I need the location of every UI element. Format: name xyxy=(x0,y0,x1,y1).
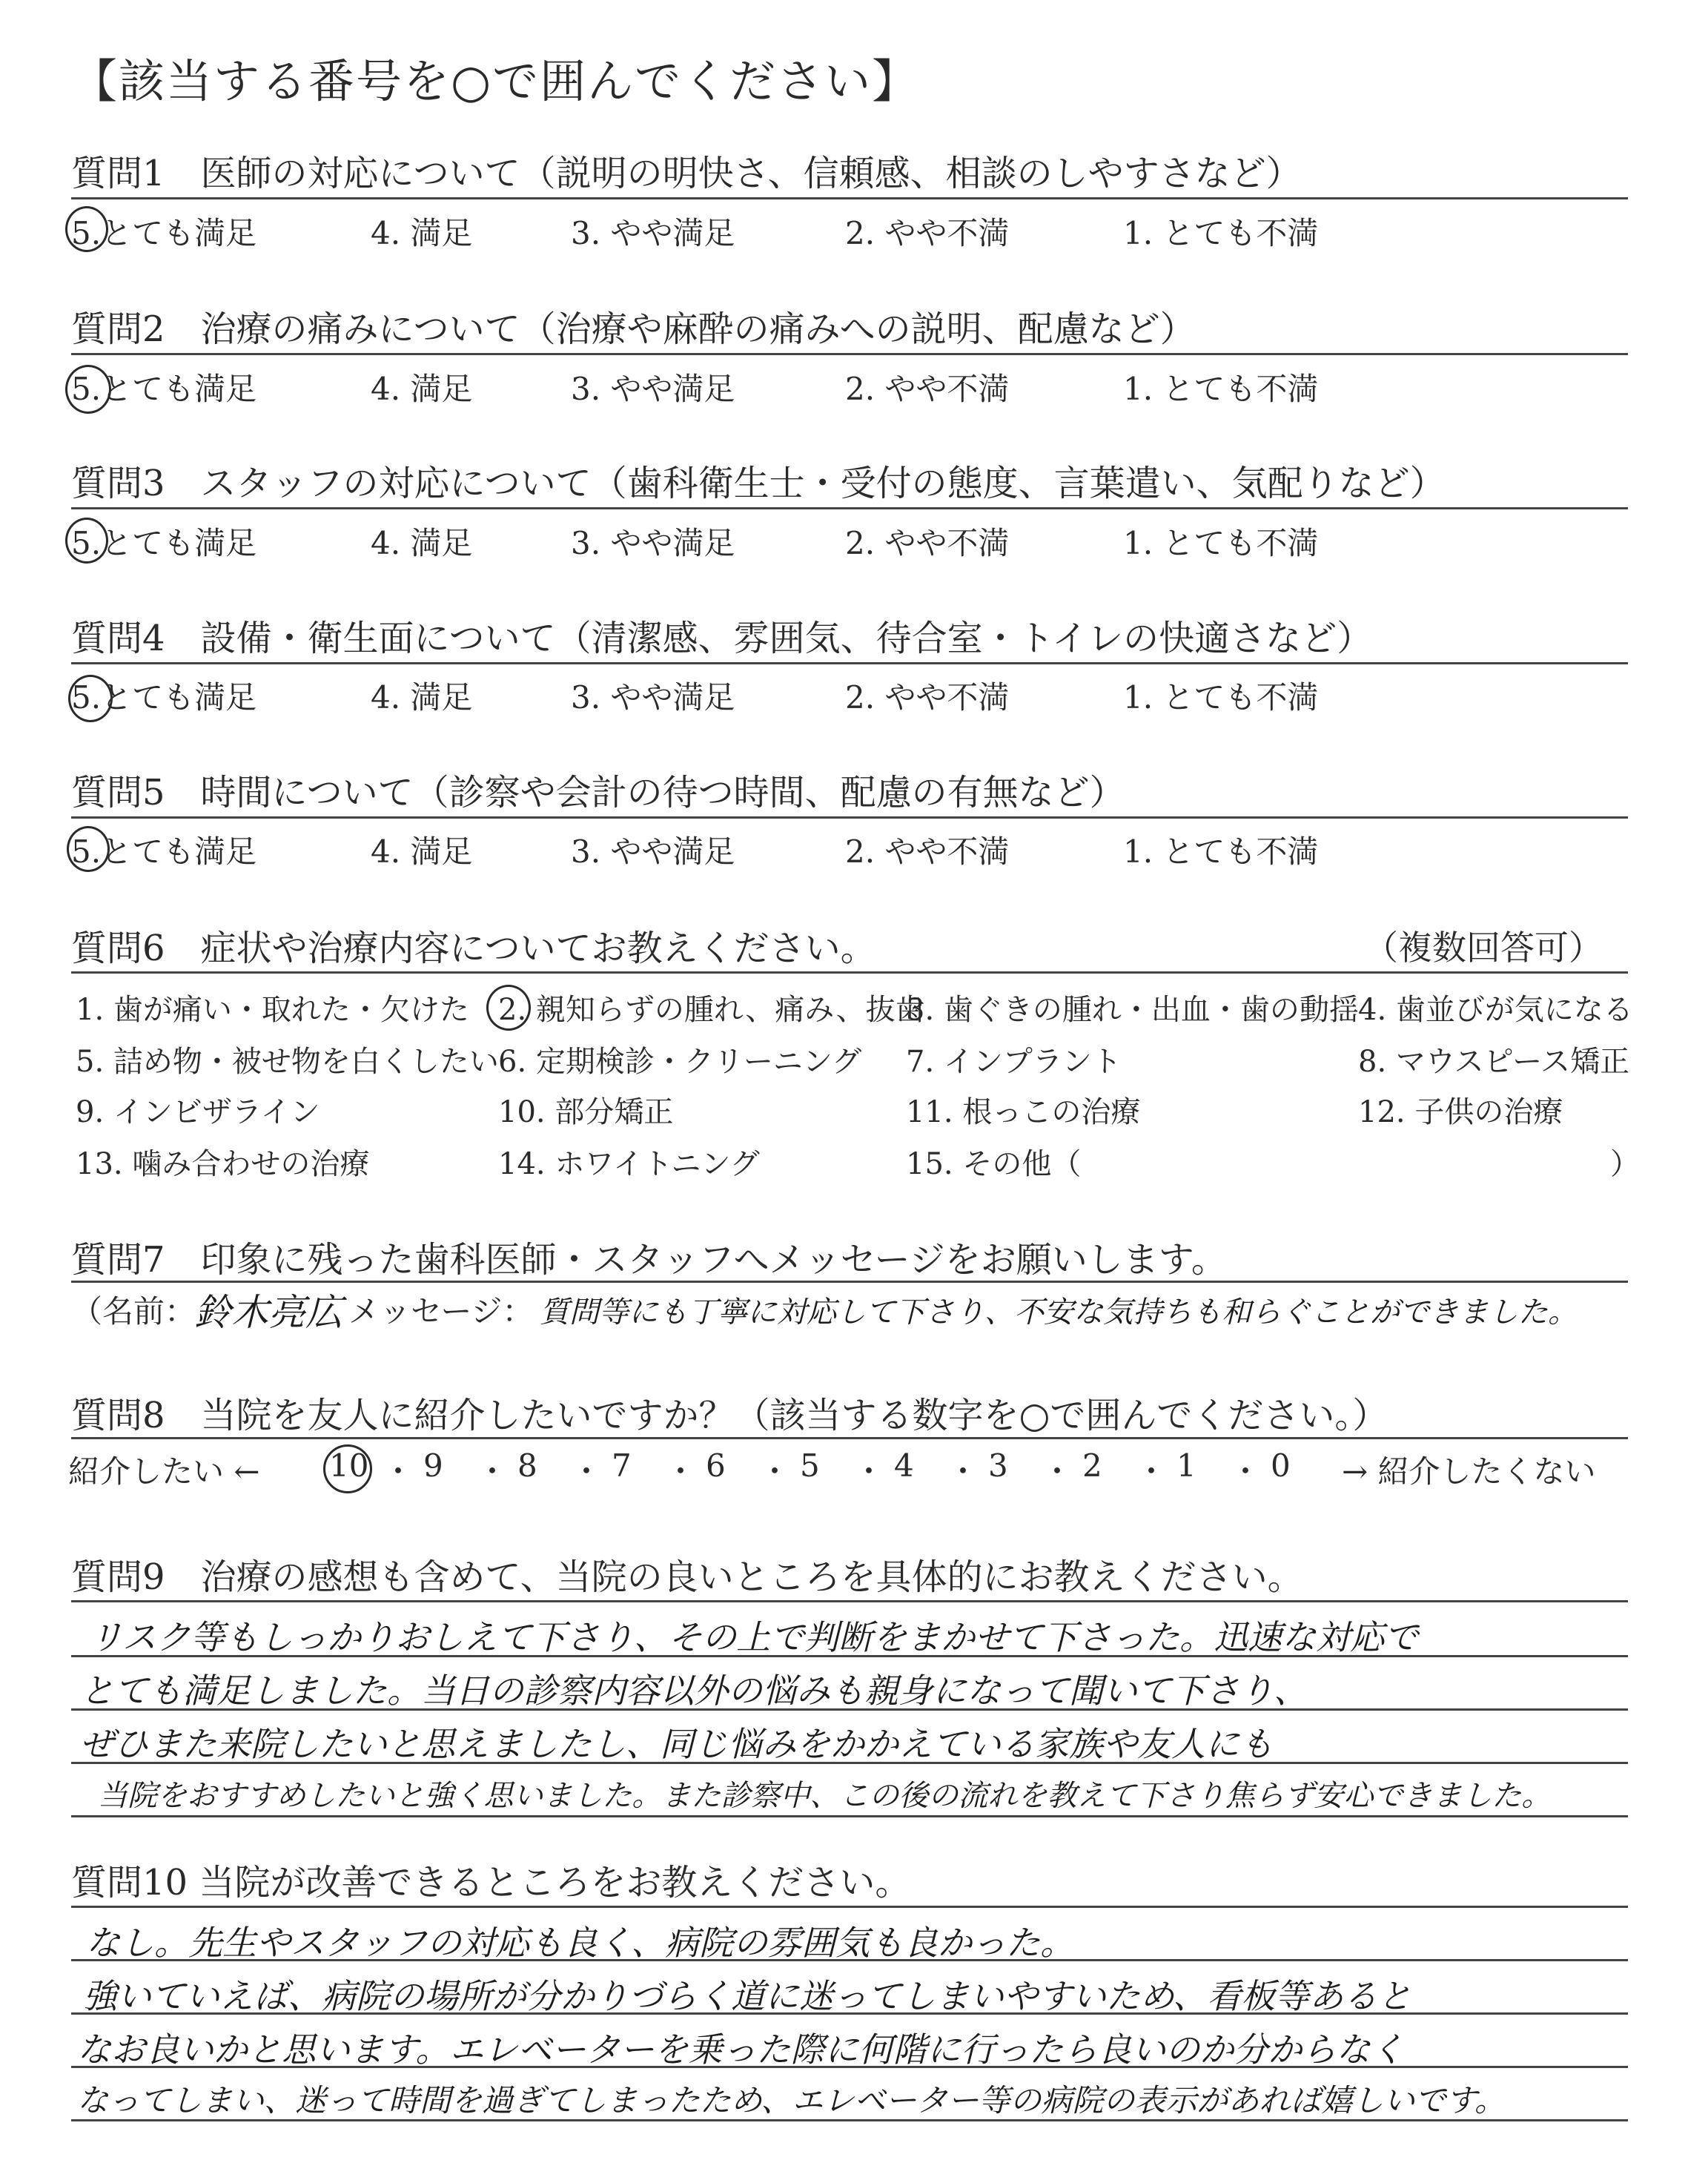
divider xyxy=(71,1906,1628,1908)
scale-option-4[interactable]: 4 xyxy=(894,1447,914,1484)
divider xyxy=(71,971,1628,974)
question-3-heading: 質問3 スタッフの対応について（歯科衛生士・受付の態度、言葉遣い、気配りなど） xyxy=(71,463,1446,504)
scale-option-0[interactable]: 0 xyxy=(1271,1447,1291,1484)
answer-line-text[interactable]: 当院をおすすめしたいと強く思いました。また診察中、この後の流れを教えて下さり焦らず安心できました。 xyxy=(98,1779,1552,1813)
question-7-heading: 質問7 印象に残った歯科医師・スタッフへメッセージをお願いします。 xyxy=(71,1239,1227,1281)
question-5-heading: 質問5 時間について（診察や会計の待つ時間、配慮の有無など） xyxy=(71,772,1125,813)
scale-separator: ・ xyxy=(947,1453,979,1490)
option-1[interactable]: 1. とても不満 xyxy=(1123,833,1319,870)
selection-circle xyxy=(65,206,108,252)
option-2[interactable]: 2. やや不満 xyxy=(845,833,1010,870)
scale-option-7[interactable]: 7 xyxy=(612,1447,632,1484)
selection-circle xyxy=(323,1444,372,1493)
question-10-heading: 質問10 当院が改善できるところをお教えください。 xyxy=(71,1862,911,1903)
symptom-option[interactable]: 10. 部分矯正 xyxy=(498,1095,674,1129)
divider xyxy=(71,1600,1628,1602)
message-value[interactable]: 質問等にも丁寧に対応して下さり、不安な気持ちも和らぐことができました。 xyxy=(540,1295,1578,1330)
symptom-option[interactable]: 15. その他（ xyxy=(906,1147,1082,1181)
symptom-option[interactable]: 2. 親知らずの腫れ、痛み、抜歯 xyxy=(498,993,925,1027)
symptom-option[interactable]: 11. 根っこの治療 xyxy=(906,1095,1141,1129)
option-3[interactable]: 3. やや満足 xyxy=(571,679,735,716)
option-4[interactable]: 4. 満足 xyxy=(371,833,473,870)
message-label: メッセージ： xyxy=(348,1293,534,1330)
scale-option-9[interactable]: 9 xyxy=(423,1447,443,1484)
scale-option-3[interactable]: 3 xyxy=(988,1447,1008,1484)
scale-option-5[interactable]: 5 xyxy=(800,1447,820,1484)
symptom-other-close: ） xyxy=(1610,1147,1640,1181)
selection-circle xyxy=(486,985,531,1031)
scale-separator: ・ xyxy=(665,1453,697,1490)
symptom-option[interactable]: 9. インビザライン xyxy=(76,1095,320,1129)
divider xyxy=(71,197,1628,199)
option-4[interactable]: 4. 満足 xyxy=(371,679,473,716)
selection-circle xyxy=(67,826,110,872)
scale-separator: ・ xyxy=(1136,1453,1168,1490)
option-5[interactable]: 5.とても満足 xyxy=(71,679,257,716)
selection-circle xyxy=(65,518,108,564)
staff-name-value[interactable]: 鈴木亮広 xyxy=(194,1291,342,1334)
option-3[interactable]: 3. やや満足 xyxy=(571,833,735,870)
scale-separator: ・ xyxy=(383,1453,414,1490)
scale-separator: ・ xyxy=(477,1453,509,1490)
selection-circle xyxy=(65,365,111,414)
option-4[interactable]: 4. 満足 xyxy=(371,215,473,251)
option-2[interactable]: 2. やや不満 xyxy=(845,525,1010,561)
answer-line-text[interactable]: なってしまい、迷って時間を過ぎてしまったため、エレベーター等の病院の表示があれば嬉しいです。 xyxy=(77,2082,1506,2118)
question-8-heading: 質問8 当院を友人に紹介したいですか？（該当する数字を○で囲んでください。） xyxy=(71,1395,1388,1436)
divider xyxy=(71,507,1628,509)
scale-option-2[interactable]: 2 xyxy=(1082,1447,1102,1484)
question-4-heading: 質問4 設備・衛生面について（清潔感、雰囲気、待合室・トイレの快適さなど） xyxy=(71,618,1373,659)
answer-line-text[interactable]: ぜひまた来院したいと思えましたし、同じ悩みをかかえている家族や友人にも xyxy=(80,1724,1274,1764)
symptom-option[interactable]: 8. マウスピース矯正 xyxy=(1358,1045,1630,1079)
symptom-option[interactable]: 7. インプラント xyxy=(906,1045,1122,1079)
symptom-option[interactable]: 12. 子供の治療 xyxy=(1358,1095,1563,1129)
name-label: （名前： xyxy=(71,1293,196,1330)
option-2[interactable]: 2. やや不満 xyxy=(845,215,1010,251)
option-1[interactable]: 1. とても不満 xyxy=(1123,679,1319,716)
scale-separator: ・ xyxy=(759,1453,791,1490)
divider xyxy=(71,662,1628,664)
scale-option-8[interactable]: 8 xyxy=(517,1447,537,1484)
symptom-option[interactable]: 14. ホワイトニング xyxy=(498,1147,760,1181)
option-3[interactable]: 3. やや満足 xyxy=(571,215,735,251)
scale-option-6[interactable]: 6 xyxy=(706,1447,726,1484)
option-3[interactable]: 3. やや満足 xyxy=(571,525,735,561)
answer-line xyxy=(71,1815,1628,1817)
multiple-answers-note: （複数回答可） xyxy=(1364,928,1603,968)
scale-option-10[interactable]: 10 xyxy=(329,1447,369,1484)
scale-right-label: → 紹介したくない xyxy=(1342,1453,1596,1490)
form-title: 【該当する番号を○で囲んでください】 xyxy=(71,54,920,108)
symptom-option[interactable]: 6. 定期検診・クリーニング xyxy=(498,1045,862,1079)
option-1[interactable]: 1. とても不満 xyxy=(1123,525,1319,561)
option-5[interactable]: 5.とても満足 xyxy=(71,833,257,870)
option-2[interactable]: 2. やや不満 xyxy=(845,371,1010,407)
divider xyxy=(71,1437,1628,1439)
divider xyxy=(71,816,1628,819)
question-9-heading: 質問9 治療の感想も含めて、当院の良いところを具体的にお教えください。 xyxy=(71,1556,1303,1598)
option-2[interactable]: 2. やや不満 xyxy=(845,679,1010,716)
scale-separator: ・ xyxy=(853,1453,885,1490)
answer-line-text[interactable]: 強いていえば、病院の場所が分かりづらく道に迷ってしまいやすいため、看板等あると xyxy=(83,1976,1412,2016)
symptom-option[interactable]: 3. 歯ぐきの腫れ・出血・歯の動揺 xyxy=(906,993,1359,1027)
answer-line-text[interactable]: リスク等もしっかりおしえて下さり、その上で判断をまかせて下さった。迅速な対応で xyxy=(89,1617,1419,1657)
answer-line-text[interactable]: とても満足しました。当日の診察内容以外の悩みも親身になって聞いて下さり、 xyxy=(80,1671,1308,1711)
scale-separator: ・ xyxy=(571,1453,603,1490)
symptom-option[interactable]: 1. 歯が痛い・取れた・欠けた xyxy=(76,993,469,1027)
option-4[interactable]: 4. 満足 xyxy=(371,525,473,561)
question-1-heading: 質問1 医師の対応について（説明の明快さ、信頼感、相談のしやすさなど） xyxy=(71,153,1302,194)
divider xyxy=(71,353,1628,355)
scale-left-label: 紹介したい ← xyxy=(68,1453,260,1490)
selection-circle xyxy=(68,675,113,722)
option-5[interactable]: 5.とても満足 xyxy=(71,215,257,251)
option-1[interactable]: 1. とても不満 xyxy=(1123,215,1319,251)
option-4[interactable]: 4. 満足 xyxy=(371,371,473,407)
scale-separator: ・ xyxy=(1042,1453,1073,1490)
symptom-option[interactable]: 13. 噛み合わせの治療 xyxy=(76,1147,370,1181)
question-2-heading: 質問2 治療の痛みについて（治療や麻酔の痛みへの説明、配慮など） xyxy=(71,308,1196,350)
answer-line-text[interactable]: なし。先生やスタッフの対応も良く、病院の雰囲気も良かった。 xyxy=(86,1923,1075,1963)
option-5[interactable]: 5.とても満足 xyxy=(71,525,257,561)
scale-separator: ・ xyxy=(1230,1453,1262,1490)
scale-option-1[interactable]: 1 xyxy=(1176,1447,1196,1484)
option-3[interactable]: 3. やや満足 xyxy=(571,371,735,407)
answer-line-text[interactable]: なお良いかと思います。エレベーターを乗った際に何階に行ったら良いのか分からなく xyxy=(77,2029,1405,2070)
option-1[interactable]: 1. とても不満 xyxy=(1123,371,1319,407)
option-5[interactable]: 5.とても満足 xyxy=(71,371,257,407)
symptom-option[interactable]: 5. 詰め物・被せ物を白くしたい xyxy=(76,1045,499,1079)
question-6-heading: 質問6 症状や治療内容についてお教えください。 xyxy=(71,928,876,969)
symptom-option[interactable]: 4. 歯並びが気になる xyxy=(1358,993,1633,1027)
